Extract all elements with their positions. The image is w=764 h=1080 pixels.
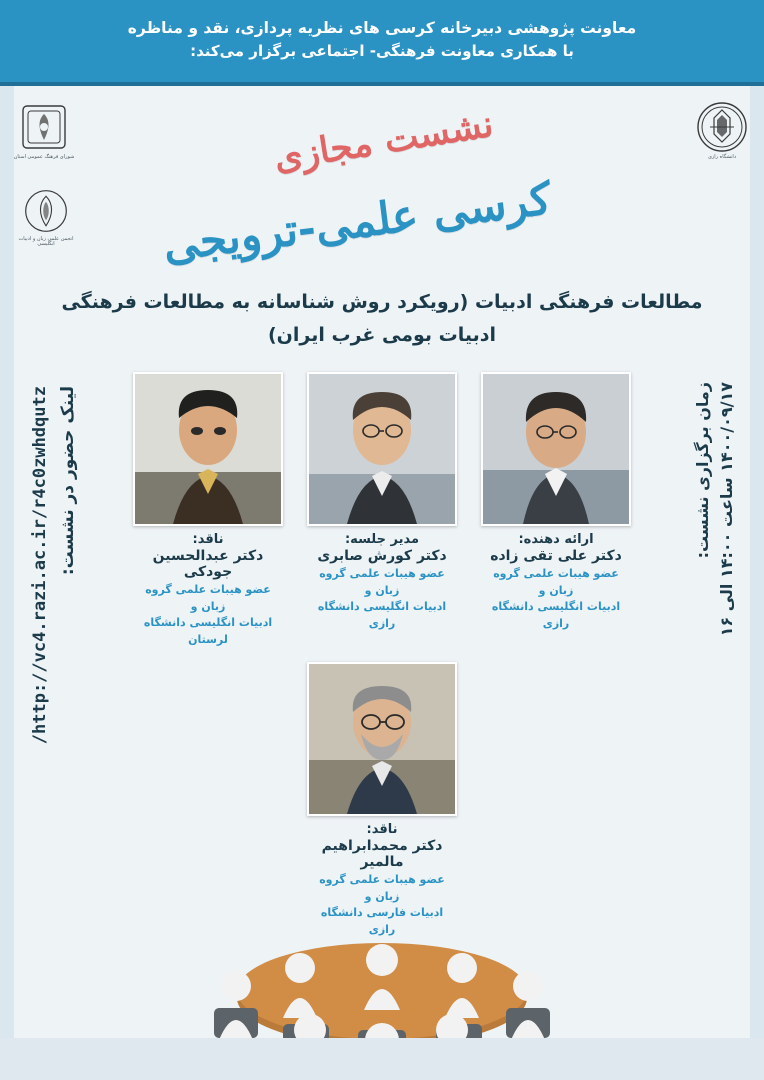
speaker-card [481,372,631,648]
bottom-band [0,1038,764,1080]
speaker-role: ارائه دهنده: [518,532,594,547]
speaker-name: دکتر علی تقی زاده [490,548,622,564]
photo-ali-taghizadeh [481,372,631,526]
speaker-role: ناقد: [366,822,398,837]
photo-mohammad-ebrahim-malmir [307,662,457,816]
speaker-name: دکتر محمدابراهیم مالمیر [321,838,443,870]
speaker-card [133,372,283,648]
speaker-role: ناقد: [192,532,224,547]
meeting-link-label: لینک حضور در نشست: [58,386,78,576]
ngo-logo-caption: انجمن علمی زبان و ادبیات انگلیسی [18,235,74,247]
council-logo-caption: شورای فرهنگ عمومی استان [13,154,75,161]
subject-line-1: مطالعات فرهنگی ادبیات (رویکرد روش شناسانه به مطالعات فرهنگی [61,291,703,313]
ngo-association-logo [18,186,74,248]
speaker-name: دکتر کورش صابری [317,548,447,564]
headline [0,102,764,302]
speaker-affiliation: عضو هیبات علمی گروه زبان و ادبیات انگلیسی دانشگاه رازی [317,567,447,630]
speaker-name: دکتر عبدالحسین جودکی [152,548,264,580]
speaker-card [307,372,457,648]
headline-line-2: کرسی علمی-ترویجی [159,173,554,272]
speaker-role: مدیر جلسه: [344,532,420,547]
poster-body [0,86,764,1080]
banner-line-1: معاونت پژوهشی دبیرخانه کرسی های نظریه پردازی، نقد و مناظره [127,19,637,38]
banner-line-2: با همکاری معاونت فرهنگی- اجتماعی برگزار می‌کند: [190,42,574,61]
photo-abdolhossein-joudaki [133,372,283,526]
meeting-link-url[interactable]: http://vc4.razi.ac.ir/r4c0zwhdqutz/ [30,386,50,745]
headline-line-1: نشست مجازی [270,102,496,180]
razi-logo-caption: دانشگاه رازی [707,154,737,161]
cultural-council-logo [13,100,75,162]
speaker-affiliation: عضو هیبات علمی گروه زبان و ادبیات انگلیسی دانشگاه لرستان [143,583,273,646]
speaker-affiliation: عضو هیبات علمی گروه زبان و ادبیات انگلیسی دانشگاه رازی [491,567,621,630]
razi-university-logo [694,100,750,162]
speakers-grid [120,372,644,938]
session-subject [40,286,724,353]
photo-kourosh-saberi [307,372,457,526]
subject-line-2: ادبیات بومی غرب ایران) [267,324,497,347]
speaker-affiliation: عضو هیبات علمی گروه زبان و ادبیات فارسی دانشگاه رازی [319,873,445,936]
session-time-value: ۱۴۰۰/۰۹/۱۷ ساعت ۱۴:۰۰ الی ۱۶ [717,382,736,637]
top-banner [0,0,764,82]
session-time-label: زمان برگزاری نشست: [693,382,712,559]
